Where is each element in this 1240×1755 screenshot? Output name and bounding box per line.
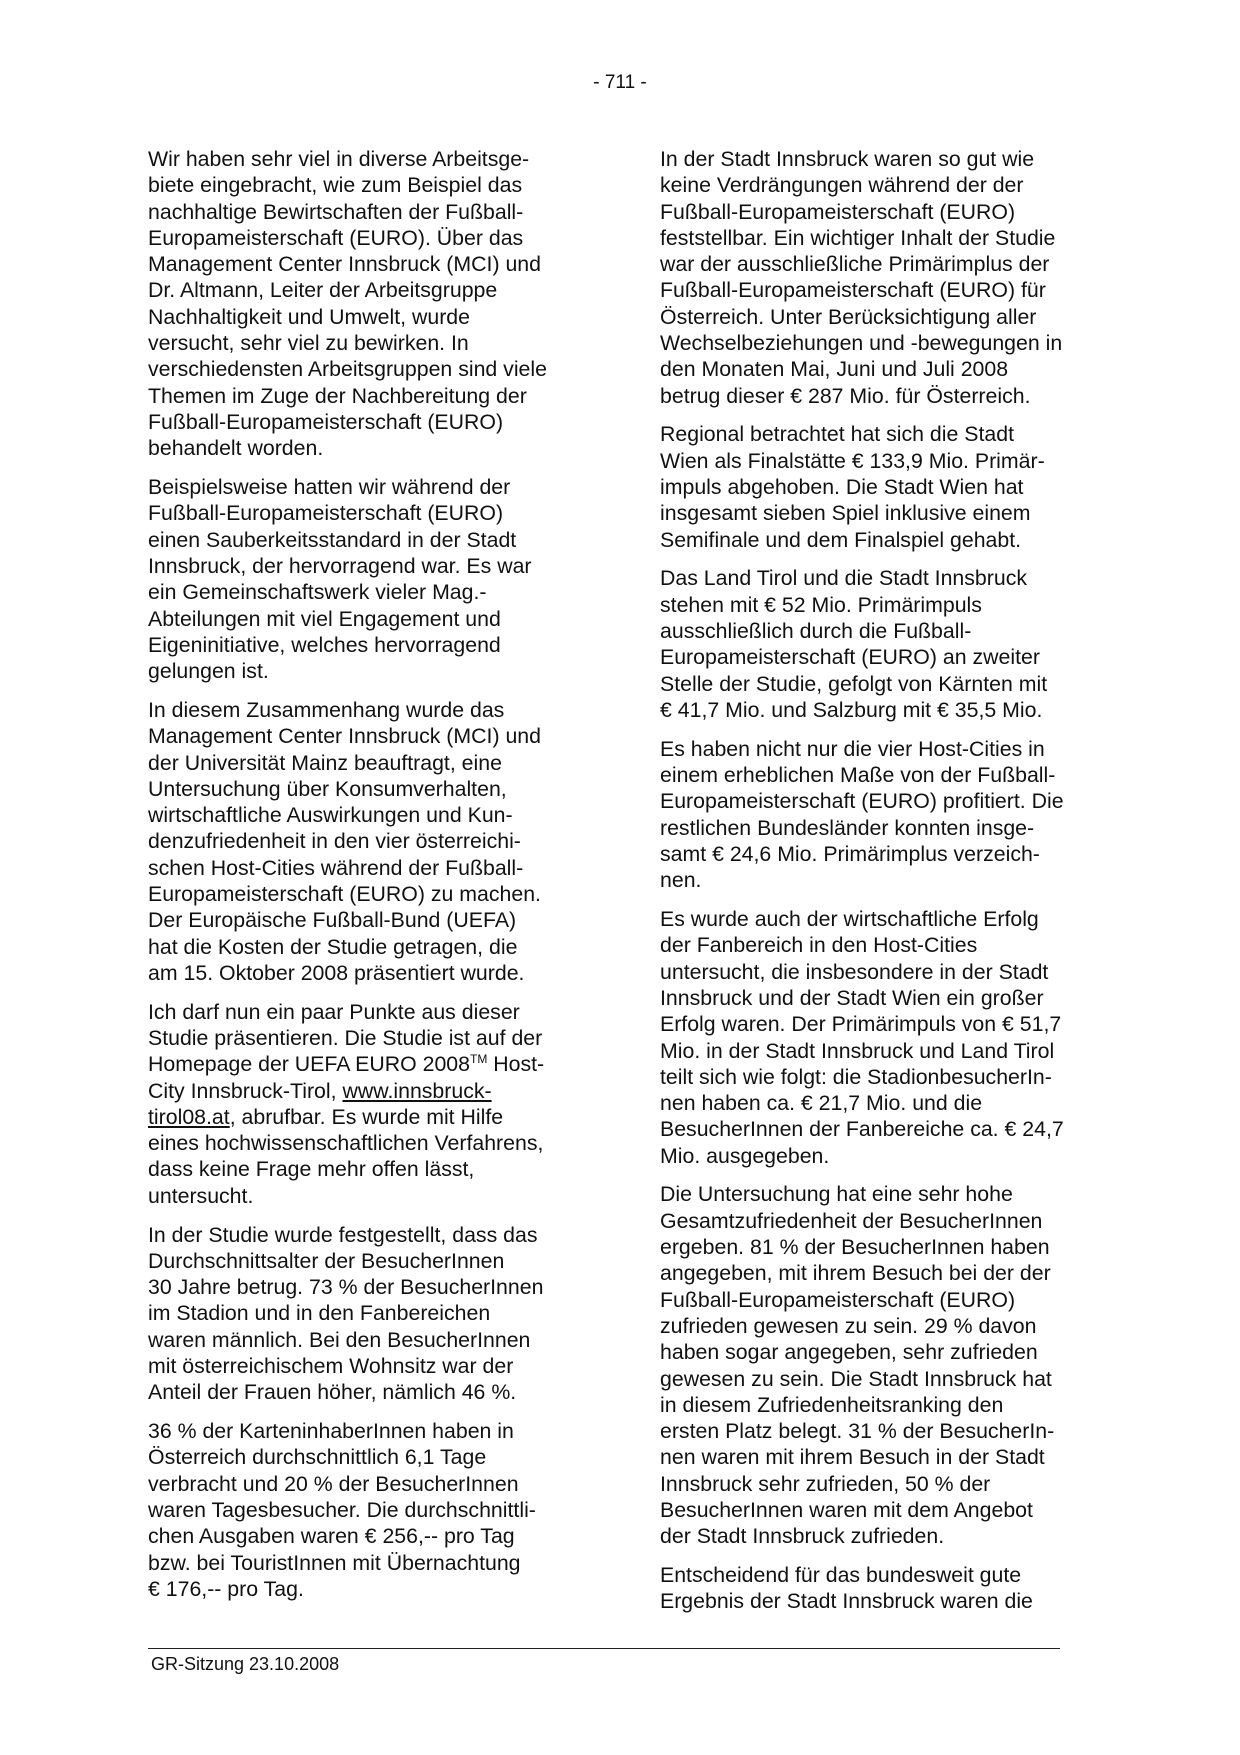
text-line: waren Tagesbesucher. Die durchschnittli- — [148, 1498, 536, 1523]
text-line: Ergebnis der Stadt Innsbruck waren die — [660, 1589, 1033, 1614]
text-line: In diesem Zusammenhang wurde das — [148, 697, 505, 722]
text-line: Regional betrachtet hat sich die Stadt — [660, 422, 1014, 447]
text-line: Untersuchung über Konsumverhalten, — [148, 776, 507, 801]
text-line: Dr. Altmann, Leiter der Arbeitsgruppe — [148, 278, 498, 303]
text-line: keine Verdrängungen während der der — [660, 173, 1024, 198]
text-line: Innsbruck, der hervorragend war. Es war — [148, 553, 532, 578]
text-line: Nachhaltigkeit und Umwelt, wurde — [148, 304, 470, 329]
text-line: biete eingebracht, wie zum Beispiel das — [148, 173, 523, 198]
paragraph — [660, 1562, 1110, 1615]
text-line: gewesen zu sein. Die Stadt Innsbruck hat — [660, 1366, 1052, 1391]
text-line: Themen im Zuge der Nachbereitung der — [148, 383, 527, 408]
text-line: nen. — [660, 868, 702, 893]
text-line: In der Studie wurde festgestellt, dass das — [148, 1222, 538, 1247]
text-line: Management Center Innsbruck (MCI) und — [148, 252, 541, 277]
paragraph — [660, 906, 1110, 1169]
text-line: einem erheblichen Maße von der Fußball- — [660, 763, 1056, 788]
text-line: mit österreichischem Wohnsitz war der — [148, 1354, 514, 1379]
text-line: Semifinale und dem Finalspiel gehabt. — [660, 527, 1022, 552]
text-line — [148, 1104, 598, 1130]
text-line: verschiedensten Arbeitsgruppen sind viele — [148, 357, 547, 382]
text-line: der Fanbereich in den Host-Cities — [660, 933, 978, 958]
text-line: Fußball-Europameisterschaft (EURO) — [660, 1287, 1016, 1312]
text-line: am 15. Oktober 2008 präsentiert wurde. — [148, 960, 525, 985]
text-line: der Universität Mainz beauftragt, eine — [148, 750, 502, 775]
text-line: schen Host-Cities während der Fußball- — [148, 855, 524, 880]
text-line: Europameisterschaft (EURO). Über das — [148, 225, 524, 250]
text-line: haben sogar angegeben, sehr zufrieden — [660, 1340, 1038, 1365]
trademark-mark: TM — [470, 1052, 488, 1067]
text-fragment: Es wurde mit Hilfe — [331, 1104, 504, 1129]
text-line: ergeben. 81 % der BesucherInnen haben — [660, 1235, 1050, 1260]
text-line: Fußball-Europameisterschaft (EURO) — [148, 409, 504, 434]
text-line: impuls abgehoben. Die Stadt Wien hat — [660, 475, 1024, 500]
text-line: Erfolg waren. Der Primärimpuls von € 51,7 — [660, 1012, 1062, 1037]
text-line: restlichen Bundesländer konnten insge- — [660, 815, 1035, 840]
paragraph — [148, 146, 598, 462]
text-line: stehen mit € 52 Mio. Primärimpuls — [660, 592, 982, 617]
text-line: insgesamt sieben Spiel inklusive einem — [660, 501, 1031, 526]
text-line: Management Center Innsbruck (MCI) und — [148, 724, 541, 749]
study-link[interactable]: tirol08.at — [148, 1104, 230, 1129]
text-line: Mio. ausgegeben. — [660, 1143, 830, 1168]
text-line: Europameisterschaft (EURO) an zweiter — [660, 645, 1040, 670]
paragraph-study-link — [148, 999, 598, 1209]
text-line: Mio. in der Stadt Innsbruck und Land Tirol — [660, 1038, 1055, 1063]
text-line: Wien als Finalstätte € 133,9 Mio. Primär- — [660, 448, 1045, 473]
text-line: Österreich. Unter Berücksichtigung aller — [660, 304, 1037, 329]
text-line: Wechselbeziehungen und -bewegungen in — [660, 331, 1063, 356]
text-line: Die Untersuchung hat eine sehr hohe — [660, 1182, 1013, 1207]
footer-session-date: GR-Sitzung 23.10.2008 — [151, 1654, 340, 1674]
text-line — [148, 1078, 598, 1104]
text-line: chen Ausgaben waren € 256,-- pro Tag — [148, 1524, 515, 1549]
text-line: Ich darf nun ein paar Punkte aus dieser — [148, 999, 520, 1024]
text-line: wirtschaftliche Auswirkungen und Kun- — [148, 803, 513, 828]
text-line: Fußball-Europameisterschaft (EURO) — [660, 199, 1016, 224]
paragraph — [660, 421, 1110, 552]
text-line: Stelle der Studie, gefolgt von Kärnten mit — [660, 671, 1048, 696]
text-line: ersten Platz belegt. 31 % der BesucherIn- — [660, 1419, 1055, 1444]
text-line: In der Stadt Innsbruck waren so gut wie — [660, 147, 1035, 171]
text-line: Das Land Tirol und die Stadt Innsbruck — [660, 566, 1027, 591]
paragraph — [660, 736, 1110, 894]
text-line: nachhaltige Bewirtschaften der Fußball- — [148, 199, 524, 224]
text-line: ausschließlich durch die Fußball- — [660, 619, 972, 644]
text-line: feststellbar. Ein wichtiger Inhalt der Studie — [660, 225, 1056, 250]
paragraph — [148, 474, 598, 684]
footer-divider — [148, 1648, 1060, 1649]
text-line: nen haben ca. € 21,7 Mio. und die — [660, 1091, 983, 1116]
text-line: Eigeninitiative, welches hervorragend — [148, 632, 501, 657]
text-line: Europameisterschaft (EURO) zu machen. — [148, 882, 541, 907]
text-line: war der ausschließliche Primärimplus der — [660, 252, 1050, 277]
text-line: 30 Jahre betrug. 73 % der BesucherInnen — [148, 1275, 544, 1300]
text-line: eines hochwissenschaftlichen Verfahrens, — [148, 1131, 544, 1156]
study-link[interactable]: www.innsbruck- — [342, 1078, 492, 1103]
text-line: Durchschnittsalter der BesucherInnen — [148, 1248, 505, 1273]
paragraph — [148, 1222, 598, 1406]
text-line: der Stadt Innsbruck zufrieden. — [660, 1524, 945, 1549]
text-line: nen waren mit ihrem Besuch in der Stadt — [660, 1445, 1045, 1470]
text-line: den Monaten Mai, Juni und Juli 2008 — [660, 357, 1009, 382]
text-line: verbracht und 20 % der BesucherInnen — [148, 1471, 519, 1496]
text-line: € 176,-- pro Tag. — [148, 1576, 304, 1601]
text-line: teilt sich wie folgt: die StadionbesucherIn- — [660, 1064, 1052, 1089]
text-line: Innsbruck sehr zufrieden, 50 % der — [660, 1471, 991, 1496]
text-line: angegeben, mit ihrem Besuch bei der der — [660, 1261, 1051, 1286]
right-column — [660, 146, 1110, 1627]
text-line: betrug dieser € 287 Mio. für Österreich. — [660, 383, 1031, 408]
text-line: Entscheidend für das bundesweit gute — [660, 1563, 1022, 1588]
paragraph — [660, 146, 1110, 409]
text-line: BesucherInnen der Fanbereiche ca. € 24,7 — [660, 1117, 1064, 1142]
paragraph — [660, 565, 1110, 723]
after-link-text: , abrufbar. — [229, 1104, 326, 1129]
text-line: Studie präsentieren. Die Studie ist auf der — [148, 1026, 543, 1050]
text-line: denzufriedenheit in den vier österreichi- — [148, 829, 521, 854]
homepage-text: Homepage der UEFA EURO 2008 — [148, 1052, 470, 1077]
text-line: Es wurde auch der wirtschaftliche Erfolg — [660, 907, 1039, 932]
text-line — [148, 1051, 598, 1077]
text-line: in diesem Zufriedenheitsranking den — [660, 1392, 1004, 1417]
text-line: versucht, sehr viel zu bewirken. In — [148, 331, 469, 356]
text-line: Wir haben sehr viel in diverse Arbeitsge- — [148, 147, 530, 171]
host-text: Host- — [487, 1052, 545, 1077]
page-number: - 711 - — [593, 72, 647, 93]
text-line: bzw. bei TouristInnen mit Übernachtung — [148, 1550, 521, 1575]
text-line: BesucherInnen waren mit dem Angebot — [660, 1498, 1033, 1523]
text-line: behandelt worden. — [148, 436, 324, 461]
paragraph — [148, 697, 598, 986]
text-line: im Stadion und in den Fanbereichen — [148, 1301, 491, 1326]
left-column — [148, 146, 598, 1615]
text-line: Es haben nicht nur die vier Host-Cities in — [660, 736, 1045, 761]
text-line: einen Sauberkeitsstandard in der Stadt — [148, 527, 517, 552]
text-line: Fußball-Europameisterschaft (EURO) für — [660, 278, 1046, 303]
text-line: gelungen ist. — [148, 659, 269, 684]
text-line: Europameisterschaft (EURO) profitiert. Die — [660, 789, 1064, 814]
text-line: Innsbruck und der Stadt Wien ein großer — [660, 985, 1044, 1010]
text-line: € 41,7 Mio. und Salzburg mit € 35,5 Mio. — [660, 697, 1043, 722]
text-line: dass keine Frage mehr offen lässt, — [148, 1157, 475, 1182]
text-line: untersucht, die insbesondere in der Stadt — [660, 959, 1049, 984]
text-line: Der Europäische Fußball-Bund (UEFA) — [148, 908, 517, 933]
text-line: untersucht. — [148, 1183, 254, 1208]
text-line: Fußball-Europameisterschaft (EURO) — [148, 501, 504, 526]
text-line: Beispielsweise hatten wir während der — [148, 475, 511, 500]
paragraph — [148, 1418, 598, 1602]
city-text: City Innsbruck-Tirol, — [148, 1078, 343, 1103]
text-line: hat die Kosten der Studie getragen, die — [148, 934, 518, 959]
text-line: Österreich durchschnittlich 6,1 Tage — [148, 1445, 487, 1470]
text-line: Abteilungen mit viel Engagement und — [148, 606, 501, 631]
text-line: 36 % der KarteninhaberInnen haben in — [148, 1419, 514, 1444]
text-line: waren männlich. Bei den BesucherInnen — [148, 1327, 531, 1352]
paragraph — [660, 1181, 1110, 1549]
text-line: Gesamtzufriedenheit der BesucherInnen — [660, 1208, 1043, 1233]
text-line: zufrieden gewesen zu sein. 29 % davon — [660, 1313, 1037, 1338]
text-line: ein Gemeinschaftswerk vieler Mag.- — [148, 580, 487, 605]
text-line: samt € 24,6 Mio. Primärimplus verzeich- — [660, 841, 1040, 866]
text-line: Anteil der Frauen höher, nämlich 46 %. — [148, 1380, 517, 1405]
